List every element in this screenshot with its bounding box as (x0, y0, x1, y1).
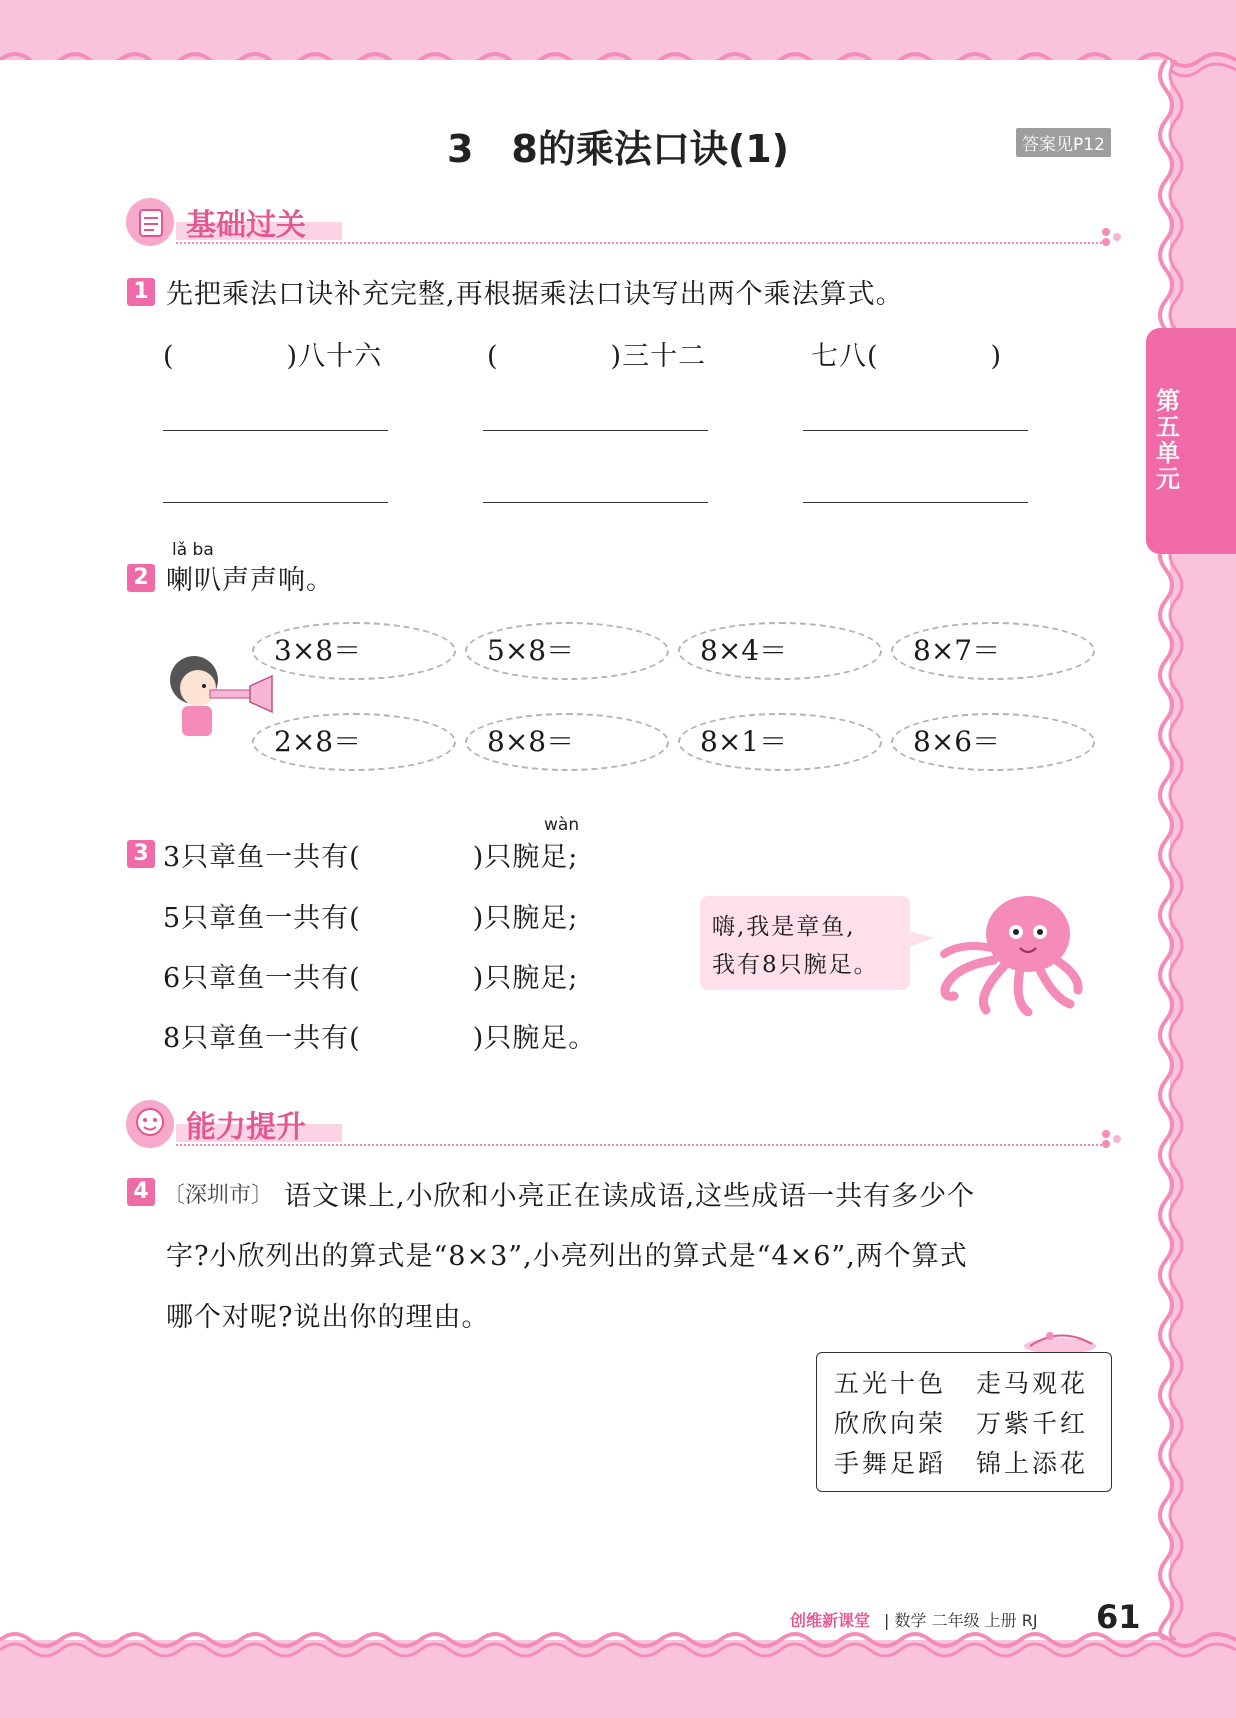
section-advanced-icon (124, 1098, 176, 1150)
multiplication-oval[interactable]: 3×8＝ (252, 622, 456, 680)
question-3-number: 3 (127, 840, 155, 868)
q3-line-4: 8只章鱼一共有( )只腕足。 (163, 1023, 597, 1054)
page-number: 61 (1096, 1598, 1141, 1636)
idiom: 欣欣向荣 (834, 1409, 947, 1438)
multiplication-oval[interactable]: 8×7＝ (891, 622, 1095, 680)
question-1-text: 先把乘法口诀补充完整,再根据乘法口诀写出两个乘法算式。 (166, 279, 904, 310)
idiom: 锦上添花 (976, 1449, 1089, 1478)
bookworm-decoration (1010, 1326, 1110, 1354)
answer-reference: 答案见P12 (1016, 128, 1111, 157)
footer-brand: 创维新课堂 (790, 1611, 871, 1630)
idiom: 万紫千红 (976, 1409, 1089, 1438)
question-2-number: 2 (127, 564, 155, 592)
section-basic-icon (124, 196, 176, 248)
bottom-wave-border (0, 1618, 1236, 1668)
multiplication-oval[interactable]: 8×1＝ (678, 713, 882, 771)
q2-pinyin: lǎ ba (172, 540, 214, 560)
boy-trumpet-illustration (160, 650, 278, 738)
answer-line[interactable] (483, 502, 708, 503)
bubble-line-2: 我有8只腕足。 (712, 952, 879, 978)
answer-line[interactable] (483, 430, 708, 431)
multiplication-oval[interactable]: 8×8＝ (465, 713, 669, 771)
section-advanced-divider (176, 1144, 1106, 1146)
question-2-text: 喇叭声声响。 (166, 565, 334, 596)
q3-line-2: 5只章鱼一共有( )只腕足; (163, 903, 579, 934)
page-title: 3 8的乘法口诀(1) (446, 127, 790, 171)
multiplication-oval[interactable]: 5×8＝ (465, 622, 669, 680)
unit-side-tab-label: 第五单元 (1156, 387, 1180, 493)
idiom: 走马观花 (976, 1369, 1089, 1398)
q4-line-2: 字?小欣列出的算式是“8×3”,小亮列出的算式是“4×6”,两个算式 (166, 1241, 968, 1272)
multiplication-oval[interactable]: 2×8＝ (252, 713, 456, 771)
q1-item-1: ( )八十六 (163, 341, 383, 372)
section-basic-title: 基础过关 (186, 208, 306, 243)
answer-line[interactable] (803, 502, 1028, 503)
q1-item-2: ( )三十二 (487, 341, 707, 372)
question-1-number: 1 (127, 278, 155, 306)
footer-info: | 数学 二年级 上册 RJ (884, 1611, 1038, 1630)
q3-line-1: 3只章鱼一共有( )只腕足; (163, 842, 579, 873)
divider-dots-icon (1100, 1128, 1124, 1150)
q3-pinyin: wàn (544, 815, 580, 835)
divider-dots-icon (1100, 226, 1124, 248)
multiplication-oval[interactable]: 8×4＝ (678, 622, 882, 680)
answer-line[interactable] (803, 430, 1028, 431)
idiom: 手舞足蹈 (834, 1449, 947, 1478)
bubble-line-1: 嗨,我是章鱼, (712, 914, 856, 940)
right-wave-border (1148, 60, 1198, 1640)
question-4-source-tag: 〔深圳市〕 (163, 1183, 274, 1208)
q1-item-3: 七八( ) (811, 341, 1003, 372)
speech-bubble-tail (906, 928, 936, 950)
q4-line-1: 语文课上,小欣和小亮正在读成语,这些成语一共有多少个 (284, 1181, 976, 1212)
q4-line-3: 哪个对呢?说出你的理由。 (166, 1302, 490, 1333)
question-4-number: 4 (127, 1178, 155, 1206)
answer-line[interactable] (163, 502, 388, 503)
idiom: 五光十色 (834, 1369, 947, 1398)
octopus-illustration (936, 886, 1086, 1016)
q3-line-3: 6只章鱼一共有( )只腕足; (163, 963, 579, 994)
multiplication-oval[interactable]: 8×6＝ (891, 713, 1095, 771)
answer-line[interactable] (163, 430, 388, 431)
section-advanced-title: 能力提升 (186, 1110, 306, 1145)
section-basic-divider (176, 242, 1106, 244)
